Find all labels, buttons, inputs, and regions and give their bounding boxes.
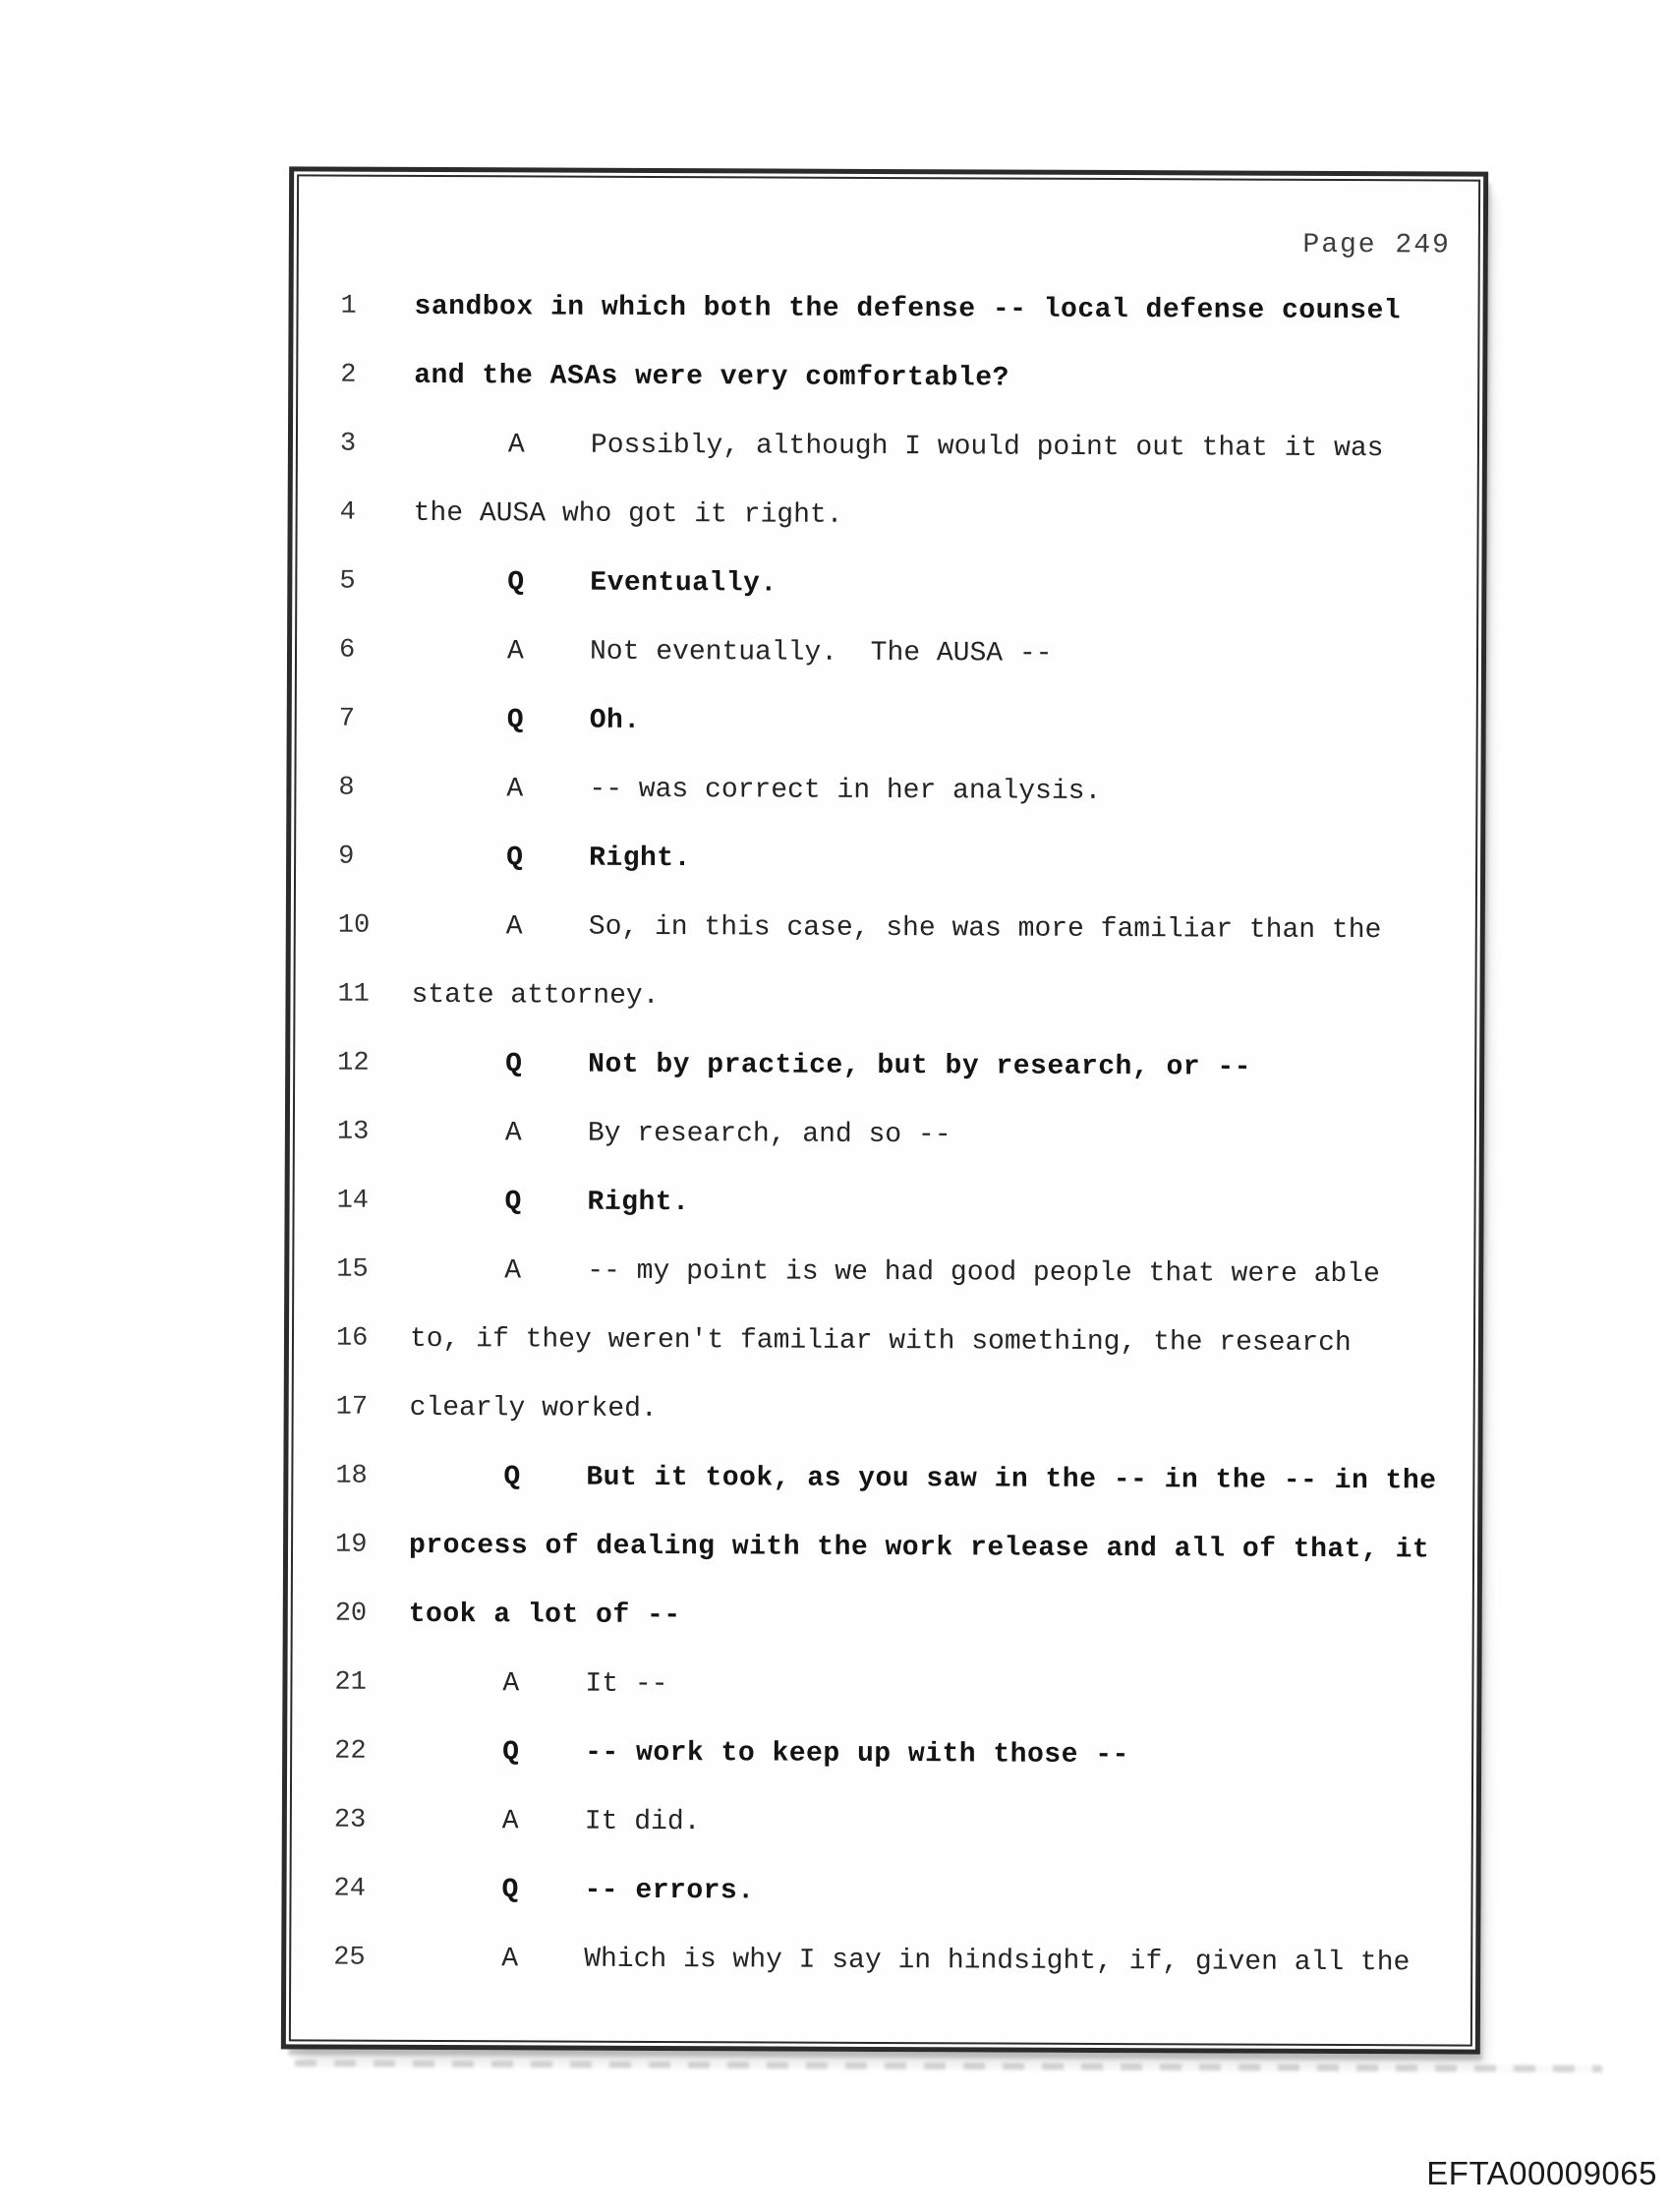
transcript-line: [294, 1372, 1473, 1446]
speaker-label: Q: [506, 842, 524, 873]
transcript-line: [296, 753, 1475, 827]
speaker-label: A: [507, 429, 525, 460]
line-number: 7: [338, 704, 355, 734]
line-text: the AUSA who got it right.: [413, 497, 843, 531]
speaker-label: A: [502, 1667, 520, 1699]
transcript-line: [295, 1097, 1474, 1171]
line-content: [412, 910, 1475, 946]
line-text: sandbox in which both the defense -- local defense counsel: [414, 291, 1402, 326]
line-number: 2: [340, 360, 357, 390]
bates-stamp: EFTA00009065: [1426, 2155, 1657, 2191]
transcript-line: [292, 1785, 1471, 1859]
line-text: state attorney.: [411, 979, 660, 1012]
speaker-label: Q: [507, 566, 525, 598]
line-content: [412, 773, 1475, 808]
transcript-lines: [291, 271, 1478, 1997]
line-text: clearly worked.: [409, 1392, 658, 1425]
transcript-line: [296, 822, 1475, 896]
speaker-label: Q: [501, 1874, 519, 1905]
line-number: 21: [334, 1667, 367, 1698]
transcript-line: [294, 1235, 1473, 1309]
line-number: 17: [335, 1392, 369, 1423]
speaker-label: A: [504, 1117, 522, 1148]
line-number: 4: [339, 497, 356, 528]
transcript-line: [293, 1579, 1472, 1653]
line-number: 22: [334, 1736, 367, 1767]
line-number: 15: [336, 1254, 369, 1285]
line-content: [411, 1186, 1474, 1221]
speaker-label: Q: [502, 1736, 520, 1768]
transcript-line: [294, 1166, 1473, 1240]
line-number: 12: [337, 1048, 370, 1078]
line-text: It did.: [584, 1806, 701, 1837]
line-text: took a lot of --: [408, 1599, 681, 1631]
line-content: [409, 1530, 1472, 1565]
transcript-line: [297, 615, 1476, 689]
line-text: Possibly, although I would point out that it was: [590, 430, 1384, 464]
line-text: and the ASAs were very comfortable?: [414, 360, 1009, 394]
speaker-label: Q: [505, 1048, 523, 1079]
line-content: [408, 1667, 1471, 1703]
transcript-line: [297, 478, 1476, 552]
line-number: 18: [335, 1461, 368, 1491]
line-number: 8: [338, 773, 355, 803]
inner-rule-border: [289, 174, 1480, 2046]
transcript-line: [292, 1717, 1471, 1790]
line-content: [413, 635, 1476, 670]
line-content: [409, 1461, 1472, 1496]
speaker-label: Q: [506, 704, 525, 735]
line-content: [407, 1874, 1470, 1909]
page-number: Page 249: [1302, 229, 1451, 262]
line-number: 24: [333, 1874, 367, 1904]
line-content: [411, 1048, 1474, 1083]
line-text: -- work to keep up with those --: [585, 1737, 1129, 1771]
transcript-line: [296, 891, 1475, 964]
line-text: So, in this case, she was more familiar than the: [588, 911, 1382, 946]
line-content: [414, 291, 1477, 326]
line-number: 23: [333, 1805, 367, 1835]
transcript-line: [292, 1648, 1471, 1721]
line-text: By research, and so --: [587, 1118, 951, 1150]
line-number: 3: [339, 429, 357, 459]
line-text: -- my point is we had good people that were able: [587, 1255, 1380, 1290]
speaker-label: A: [504, 1254, 522, 1286]
line-number: 14: [336, 1186, 370, 1216]
line-content: [414, 360, 1477, 395]
transcript-line: [298, 340, 1477, 414]
transcript-line: [294, 1304, 1473, 1377]
line-content: [411, 979, 1474, 1015]
line-number: 1: [340, 291, 357, 321]
line-number: 5: [339, 566, 356, 597]
speaker-label: A: [506, 773, 524, 804]
line-number: 25: [333, 1943, 366, 1973]
line-number: 9: [338, 842, 355, 872]
line-number: 6: [338, 635, 356, 666]
line-text: -- errors.: [584, 1875, 755, 1906]
line-content: [413, 704, 1476, 739]
transcript-line: [298, 271, 1477, 345]
line-content: [411, 1117, 1474, 1152]
line-text: to, if they weren't familiar with something, the research: [409, 1323, 1352, 1359]
line-text: Not by practice, but by research, or --: [588, 1049, 1252, 1083]
line-content: [410, 1392, 1473, 1427]
transcript-line: [297, 684, 1476, 758]
transcript-line: [297, 547, 1476, 620]
line-content: [408, 1736, 1471, 1772]
transcript-page: [281, 166, 1488, 2054]
line-text: Eventually.: [590, 567, 778, 600]
line-text: But it took, as you saw in the -- in the -- in the: [586, 1462, 1437, 1496]
speaker-label: A: [506, 635, 524, 667]
line-content: [414, 429, 1477, 464]
speaker-label: Q: [504, 1186, 522, 1217]
transcript-line: [293, 1441, 1472, 1515]
line-number: 11: [337, 979, 370, 1010]
line-content: [408, 1805, 1471, 1840]
speaker-label: A: [505, 910, 523, 942]
transcript-line: [291, 1923, 1470, 1997]
line-text: -- was correct in her analysis.: [589, 774, 1102, 807]
line-text: Which is why I say in hindsight, if, given all the: [584, 1944, 1411, 1978]
line-text: Right.: [589, 843, 692, 874]
transcript-line: [293, 1510, 1472, 1584]
line-text: Oh.: [589, 705, 641, 736]
speaker-label: A: [501, 1805, 519, 1836]
transcript-line: [298, 409, 1477, 483]
speaker-label: A: [501, 1943, 519, 1974]
transcript-line: [291, 1854, 1470, 1928]
line-text: Not eventually. The AUSA --: [589, 636, 1053, 669]
scan-artifact: [295, 2060, 1602, 2072]
line-content: [410, 1323, 1473, 1359]
line-content: [409, 1599, 1472, 1634]
speaker-label: Q: [503, 1461, 521, 1492]
line-content: [407, 1943, 1470, 1978]
transcript-line: [295, 960, 1474, 1033]
line-number: 13: [336, 1117, 370, 1147]
line-number: 16: [335, 1323, 369, 1354]
line-content: [412, 842, 1475, 877]
line-text: It --: [585, 1668, 668, 1700]
line-number: 19: [335, 1530, 368, 1560]
line-number: 20: [334, 1599, 368, 1629]
line-number: 10: [337, 910, 371, 941]
line-content: [410, 1254, 1473, 1290]
line-text: process of dealing with the work release and all of that, it: [408, 1530, 1430, 1565]
line-content: [414, 497, 1477, 533]
line-content: [413, 566, 1476, 602]
line-text: Right.: [587, 1187, 690, 1218]
transcript-line: [295, 1028, 1474, 1102]
